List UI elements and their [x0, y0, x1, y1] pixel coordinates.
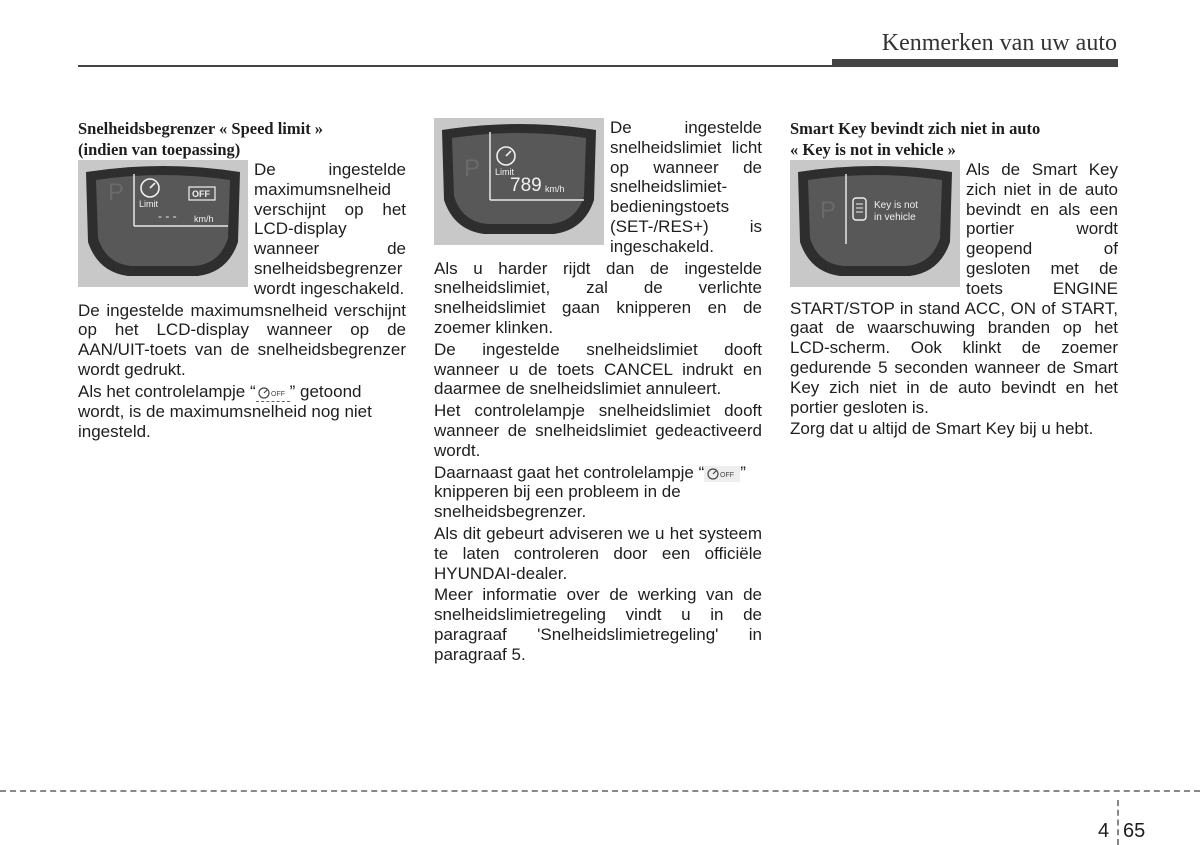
lcd-limit-label: Limit [495, 167, 515, 177]
paragraph: De ingestelde maximumsnelheid verschijnt op het LCD-display wanneer op de AAN/UIT-toets van de snelheidsbegrenzer wordt gedrukt. [78, 300, 406, 379]
paragraph: Zorg dat u altijd de Smart Key bij u hebt. [790, 419, 1094, 439]
svg-text:P: P [108, 179, 125, 206]
footer-divider [1117, 800, 1119, 845]
heading-line: Snelheidsbegrenzer « Speed limit » [78, 119, 324, 138]
header-rule [78, 65, 838, 67]
column-smart-key [790, 118, 1118, 441]
lcd-speed-unit: km/h [194, 214, 214, 224]
paragraph: Als u harder rijdt dan de ingestelde snelheidslimiet, zal de verlichte snelheidslimiet gaan knipperen en de zoemer klinken. [434, 258, 762, 337]
lcd-key-not-in-vehicle-illustration [790, 160, 960, 287]
svg-text:P: P [464, 155, 481, 182]
lcd-speed-limit-off-illustration [78, 160, 248, 287]
footer-rule [0, 790, 1200, 792]
section-heading [790, 118, 1118, 160]
lcd-message-line1: Key is not [874, 200, 918, 211]
column-speed-limit-continued [434, 118, 762, 667]
paragraph: Het controlelampje snelheidslimiet dooft wanneer de snelheidslimiet gedeactiveerd wordt. [434, 401, 762, 460]
text-span: ” getoond wordt, is de maximumsnelheid nog niet ingesteld. [78, 381, 372, 441]
lcd-off-badge: OFF [192, 189, 210, 199]
lcd-speed-limit-set-illustration [434, 118, 604, 245]
svg-text:P: P [820, 197, 837, 224]
lcd-limit-label: Limit [139, 199, 159, 209]
paragraph: De ingestelde snelheidslimiet dooft wanneer u de toets CANCEL indrukt en daarmee de snelheidslimiet annuleert. [434, 339, 762, 399]
text-span: Als het controlelampje “ [78, 381, 256, 401]
header-accent-bar [832, 59, 1118, 67]
column-speed-limit [78, 118, 406, 443]
paragraph [434, 463, 762, 522]
paragraph: De ingestelde maximumsnelheid verschijnt op het LCD-display wanneer de snelheidsbegrenzer wordt ingeschakeld. [254, 160, 406, 298]
chapter-number: 4 [1098, 820, 1110, 842]
text-span: Daarnaast gaat het controlelampje “ [434, 462, 705, 482]
section-heading [78, 118, 406, 160]
text-span: ” knipperen bij een probleem in de snelheidsbegrenzer. [434, 462, 746, 522]
lcd-speed-value: - - - [158, 209, 177, 223]
svg-text:OFF: OFF [720, 471, 735, 479]
paragraph [78, 382, 406, 442]
speed-limiter-off-icon [256, 385, 290, 402]
paragraph: Als de Smart Key zich niet in de auto bevindt en als een portier wordt geopend of gesloten met de toets ENGINE START/STOP in stand ACC, ON of START, gaat de waarschuwing branden op het LCD-scherm. Ook klinkt de zoemer gedurende 5 seconden wanneer de Smart Key zich niet in de auto bevindt en het portier gesloten is. [790, 160, 1118, 417]
page-number: 65 [1123, 820, 1146, 842]
svg-text:OFF: OFF [270, 390, 285, 398]
heading-line: Smart Key bevindt zich niet in auto [790, 119, 1041, 138]
paragraph: Als dit gebeurt adviseren we u het systeem te laten controleren door een officiële HYUNDAI-dealer. [434, 523, 762, 583]
heading-line: (indien van toepassing) [78, 140, 241, 159]
lcd-message-line2: in vehicle [874, 212, 916, 223]
paragraph: Meer informatie over de werking van de snelheidslimietregeling vindt u in de paragraaf 'Snelheidslimietregeling' in paragraaf 5. [434, 585, 762, 664]
heading-line: « Key is not in vehicle » [790, 140, 956, 159]
speed-limiter-off-icon [704, 466, 740, 482]
lcd-speed-value: 789 [510, 175, 542, 196]
lcd-speed-unit: km/h [545, 184, 565, 194]
paragraph: De ingestelde snelheidslimiet licht op wanneer de snelheidslimiet-bedieningstoets (SET-/RES+) is ingeschakeld. [610, 118, 762, 256]
chapter-title: Kenmerken van uw auto [881, 30, 1117, 56]
